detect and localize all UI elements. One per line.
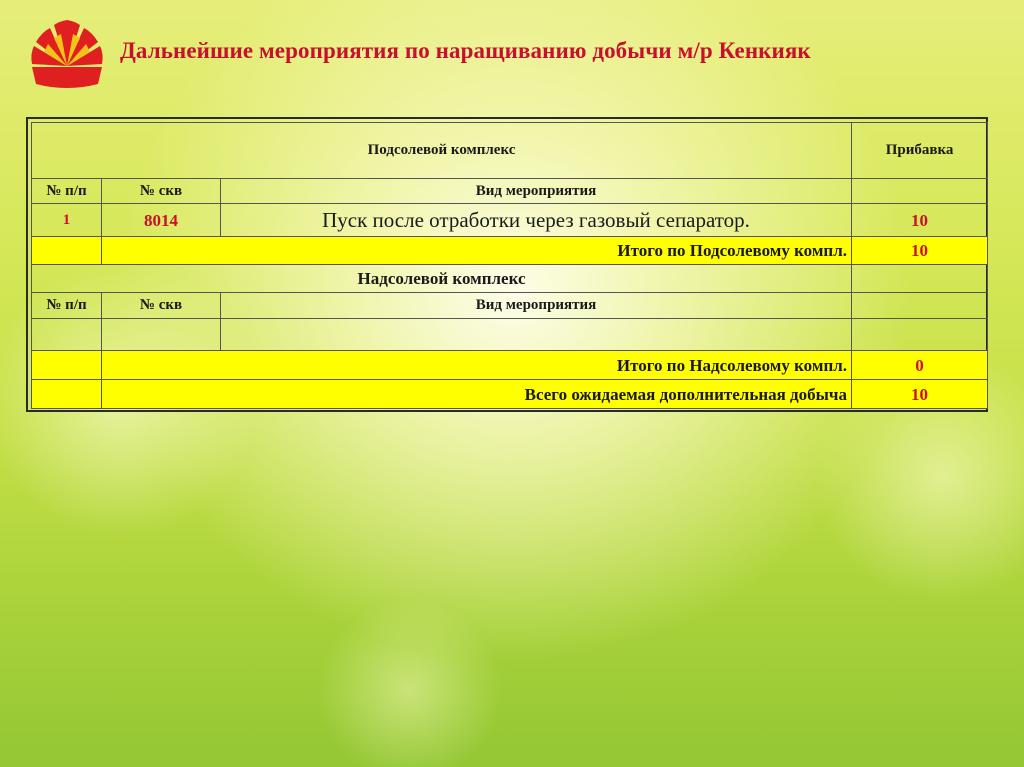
- col-header-well: № скв: [102, 179, 221, 204]
- column-header-row-2: [32, 293, 988, 319]
- empty-cell: [32, 319, 102, 351]
- column-header-row: [32, 179, 988, 204]
- subtotal-subsalt-value: 10: [852, 237, 988, 265]
- subtotal-empty-cell: [32, 237, 102, 265]
- subtotal-suprasalt-label: Итого по Надсолевому компл.: [102, 351, 852, 380]
- company-logo-icon: [24, 14, 110, 94]
- subtotal-row-suprasalt: [32, 351, 988, 380]
- empty-cell: [102, 319, 221, 351]
- increase-header: Прибавка: [852, 123, 988, 179]
- page-title: Дальнейшие мероприятия по наращиванию добычи м/р Кенкияк: [120, 38, 811, 63]
- total-label: Всего ожидаемая дополнительная добыча: [102, 380, 852, 409]
- subtotal-suprasalt-value: 0: [852, 351, 988, 380]
- col-header-activity-2: Вид мероприятия: [221, 293, 852, 319]
- col-header-num: № п/п: [32, 179, 102, 204]
- empty-cell: [852, 319, 988, 351]
- row-increase: 10: [852, 204, 988, 237]
- row-activity: Пуск после отработки через газовый сепаратор.: [221, 204, 852, 237]
- total-row: [32, 380, 988, 409]
- table-frame: [26, 117, 988, 412]
- col-header-well-2: № скв: [102, 293, 221, 319]
- section-row-suprasalt: [32, 265, 988, 293]
- col-header-activity: Вид мероприятия: [221, 179, 852, 204]
- section-suprasalt-empty: [852, 265, 988, 293]
- section-title-subsalt: Подсолевой комплекс: [32, 123, 852, 179]
- total-empty-cell: [32, 380, 102, 409]
- row-num: 1: [32, 204, 102, 237]
- empty-row: [32, 319, 988, 351]
- table-row: [32, 204, 988, 237]
- col-header-increase-empty: [852, 179, 988, 204]
- subtotal-row-subsalt: [32, 237, 988, 265]
- table-header-row: [32, 123, 988, 179]
- row-well: 8014: [102, 204, 221, 237]
- section-title-suprasalt: Надсолевой комплекс: [32, 265, 852, 293]
- total-value: 10: [852, 380, 988, 409]
- col-header-increase-empty-2: [852, 293, 988, 319]
- col-header-num-2: № п/п: [32, 293, 102, 319]
- empty-cell: [221, 319, 852, 351]
- subtotal-subsalt-label: Итого по Подсолевому компл.: [102, 237, 852, 265]
- subtotal-empty-cell: [32, 351, 102, 380]
- activities-table: [31, 122, 988, 409]
